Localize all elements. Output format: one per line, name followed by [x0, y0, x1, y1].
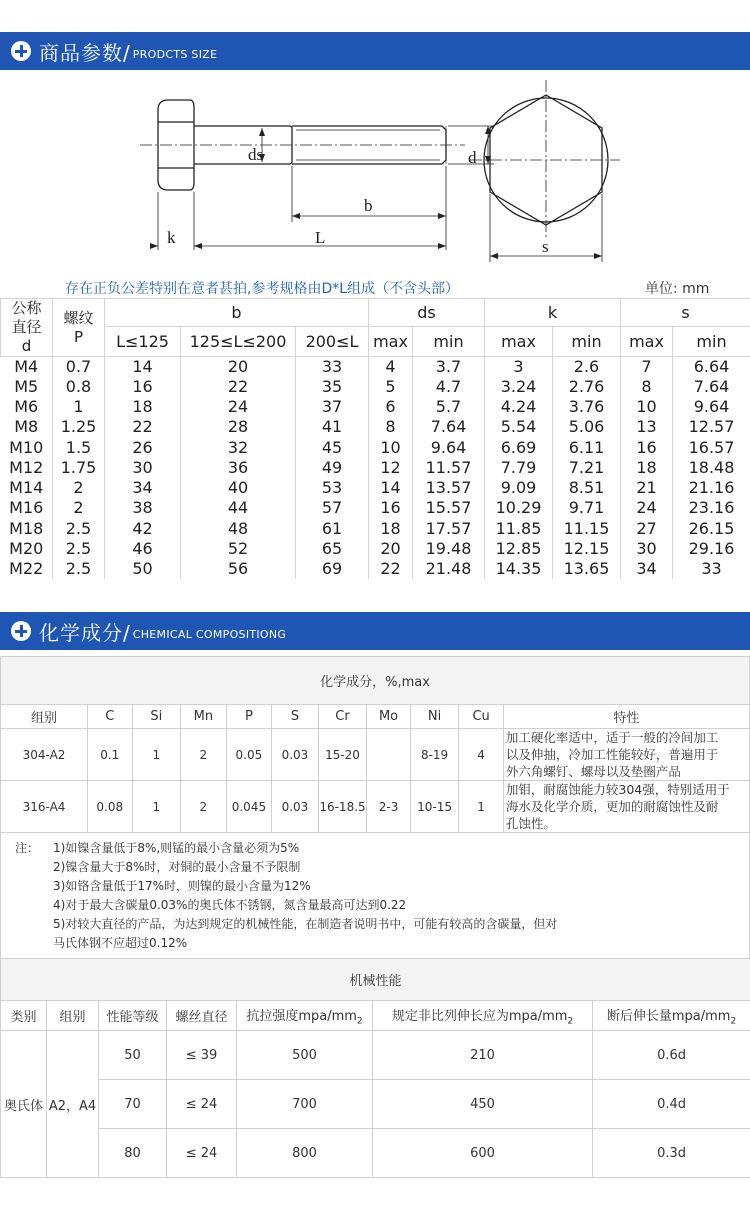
- note-line: 5)对较大直径的产品，为达到规定的机械性能，在制造者说明书中，可能有较高的含碳量，但对: [53, 917, 558, 931]
- chemical-composition-table: [0, 656, 750, 960]
- table-row: [1, 458, 750, 478]
- table-cell: 48: [181, 519, 296, 539]
- table-cell: 22: [181, 377, 296, 397]
- table-cell: 18: [369, 519, 413, 539]
- table-cell: 49: [296, 458, 369, 478]
- table-row: [1, 377, 750, 397]
- mech-header-text: 抗拉强度mpa/mm: [246, 1008, 357, 1024]
- header-k-max: max: [485, 327, 553, 357]
- mech-header-cell: [593, 1001, 750, 1031]
- header-s-max: max: [621, 327, 673, 357]
- header-k: k: [485, 299, 621, 327]
- chem-cell-grade: 304-A2: [1, 729, 88, 781]
- note-line: 1)如镍含量低于8%,则锰的最小含量必须为5%: [53, 841, 300, 855]
- mech-cell: ≤ 24: [167, 1080, 237, 1129]
- chem-cell-c: 0.1: [88, 729, 133, 781]
- header-b-l200: 200≤L: [296, 327, 369, 357]
- table-cell: 65: [296, 539, 369, 559]
- table-cell: 3: [485, 357, 553, 377]
- table-cell: 6.64: [673, 357, 750, 377]
- label-L: L: [315, 228, 326, 247]
- mech-cell: 0.4d: [593, 1080, 750, 1129]
- table-cell: 6: [369, 397, 413, 417]
- mech-cell: 0.3d: [593, 1129, 750, 1178]
- mech-header-text: 性能等级: [106, 1010, 159, 1025]
- table-cell: 56: [181, 559, 296, 579]
- table-cell: 53: [296, 478, 369, 498]
- mech-header-cell: [99, 1001, 167, 1031]
- table-cell: 46: [105, 539, 181, 559]
- mech-header-cell: [373, 1001, 593, 1031]
- table-cell: 12.57: [673, 417, 750, 437]
- mech-category: 奥氏体: [1, 1031, 47, 1178]
- chem-header-cell: Cr: [318, 705, 367, 729]
- table-cell: 15.57: [413, 498, 485, 518]
- label-b: b: [364, 196, 373, 215]
- mech-table-title: 机械性能: [1, 959, 750, 1001]
- feature-line: 加工硬化率适中，适于一般的冷间加工: [505, 730, 719, 745]
- mech-cell: 70: [99, 1080, 167, 1129]
- chem-header-cell: S: [272, 705, 319, 729]
- table-cell: 40: [181, 478, 296, 498]
- table-row: [1, 438, 750, 458]
- chem-cell-s: 0.03: [272, 729, 319, 781]
- mech-cell: 0.6d: [593, 1031, 750, 1080]
- table-cell: 27: [621, 519, 673, 539]
- label-s: s: [542, 237, 549, 256]
- table-row: [1, 417, 750, 437]
- mech-header-text: 组别: [59, 1010, 86, 1025]
- table-cell: 14: [369, 478, 413, 498]
- table-cell: 34: [621, 559, 673, 579]
- mech-cell: ≤ 24: [167, 1129, 237, 1178]
- mech-header-text: 规定非比列伸长应为mpa/mm: [391, 1008, 568, 1024]
- table-cell: 12.15: [553, 539, 621, 559]
- table-cell: 13: [621, 417, 673, 437]
- header-thread-pitch: 螺纹 P: [53, 299, 105, 357]
- table-cell: 61: [296, 519, 369, 539]
- chem-table-title: 化学成分，%,max: [1, 657, 750, 705]
- table-cell: 6.69: [485, 438, 553, 458]
- table-cell: 26.15: [673, 519, 750, 539]
- table-cell: 32: [181, 438, 296, 458]
- table-cell: 14: [105, 357, 181, 377]
- table-cell: 9.64: [673, 397, 750, 417]
- table-cell: 38: [105, 498, 181, 518]
- chem-header-cell: P: [226, 705, 272, 729]
- table-cell: M5: [1, 377, 53, 397]
- table-row: [1, 1031, 750, 1080]
- table-cell: 4.7: [413, 377, 485, 397]
- table-row: [1, 397, 750, 417]
- table-cell: 34: [105, 478, 181, 498]
- table-cell: 2.5: [53, 559, 105, 579]
- table-cell: 35: [296, 377, 369, 397]
- header-s: s: [621, 299, 750, 327]
- table-cell: 22: [105, 417, 181, 437]
- feature-line: 外六角螺钉、螺母以及垫圈产品: [505, 764, 681, 779]
- table-cell: 16: [369, 498, 413, 518]
- header-nominal-diameter: 公称 直径 d: [1, 299, 53, 357]
- spec-note: [0, 278, 750, 298]
- table-cell: M6: [1, 397, 53, 417]
- table-cell: 20: [369, 539, 413, 559]
- feature-line: 以及伸抽，冷加工性能较好，普遍用于: [505, 747, 719, 762]
- chem-cell-cu: 4: [459, 729, 504, 781]
- plus-circle-icon: [11, 41, 31, 61]
- table-cell: 29.16: [673, 539, 750, 559]
- table-cell: M20: [1, 539, 53, 559]
- header-b-l125: L≤125: [105, 327, 181, 357]
- chem-cell-feature: [503, 781, 749, 833]
- table-cell: 42: [105, 519, 181, 539]
- mech-cell: 80: [99, 1129, 167, 1178]
- mech-header-cell: [47, 1001, 99, 1031]
- table-cell: M4: [1, 357, 53, 377]
- table-cell: 8: [369, 417, 413, 437]
- table-cell: 10: [621, 397, 673, 417]
- table-cell: 1.5: [53, 438, 105, 458]
- table-cell: 1.75: [53, 458, 105, 478]
- feature-line: 孔蚀性。: [505, 816, 556, 831]
- chem-cell-ni: 10-15: [410, 781, 459, 833]
- table-cell: 11.15: [553, 519, 621, 539]
- chem-notes: [1, 833, 750, 960]
- chem-cell-mo: [367, 729, 411, 781]
- chem-cell-c: 0.08: [88, 781, 133, 833]
- table-cell: 37: [296, 397, 369, 417]
- unit-label: 单位: mm: [645, 281, 710, 297]
- chem-cell-mn: 2: [181, 781, 227, 833]
- note-line: 马氏体钢不应超过0.12%: [53, 936, 188, 950]
- table-cell: 18: [105, 397, 181, 417]
- table-cell: 3.76: [553, 397, 621, 417]
- chem-cell-si: 1: [132, 781, 181, 833]
- section-banner-size: [0, 32, 750, 70]
- note-line: 4)对于最大含碳量0.03%的奥氏体不锈钢，氮含量最高可达到0.22: [53, 898, 407, 912]
- header-k-min: min: [553, 327, 621, 357]
- table-cell: 1: [53, 397, 105, 417]
- table-cell: 10: [369, 438, 413, 458]
- header-ds-max: max: [369, 327, 413, 357]
- table-cell: 26: [105, 438, 181, 458]
- table-cell: 21.16: [673, 478, 750, 498]
- table-cell: 0.7: [53, 357, 105, 377]
- chem-cell-cr: 15-20: [318, 729, 367, 781]
- table-cell: 2: [53, 478, 105, 498]
- chem-cell-grade: 316-A4: [1, 781, 88, 833]
- chem-cell-feature: [503, 729, 749, 781]
- chem-header-cell: 特性: [503, 705, 749, 729]
- table-cell: 36: [181, 458, 296, 478]
- label-d: d: [468, 148, 477, 167]
- table-cell: 7: [621, 357, 673, 377]
- table-cell: 16.57: [673, 438, 750, 458]
- mechanical-properties-table: [0, 958, 750, 1178]
- table-cell: 52: [181, 539, 296, 559]
- chem-header-cell: Ni: [410, 705, 459, 729]
- table-cell: 10.29: [485, 498, 553, 518]
- table-row: [1, 498, 750, 518]
- table-row: [1, 781, 750, 833]
- table-cell: 21.48: [413, 559, 485, 579]
- notes-label: 注：: [15, 841, 40, 855]
- table-cell: 7.79: [485, 458, 553, 478]
- mech-cell: 500: [237, 1031, 373, 1080]
- table-cell: 13.57: [413, 478, 485, 498]
- table-cell: 12: [369, 458, 413, 478]
- chem-cell-cr: 16-18.5: [318, 781, 367, 833]
- header-b: b: [105, 299, 369, 327]
- table-cell: 24: [181, 397, 296, 417]
- table-cell: 11.85: [485, 519, 553, 539]
- section-title-cn: 商品参数/: [39, 40, 131, 65]
- header-ds: ds: [369, 299, 485, 327]
- table-cell: 3.24: [485, 377, 553, 397]
- table-cell: 24: [621, 498, 673, 518]
- mech-group: A2，A4: [47, 1031, 99, 1178]
- chem-cell-cu: 1: [459, 781, 504, 833]
- table-cell: 21: [621, 478, 673, 498]
- table-cell: 2.5: [53, 519, 105, 539]
- table-row: [1, 1080, 750, 1129]
- mech-cell: 210: [373, 1031, 593, 1080]
- mech-cell: 700: [237, 1080, 373, 1129]
- unit-subscript: 2: [356, 1016, 363, 1027]
- table-cell: 45: [296, 438, 369, 458]
- table-cell: M12: [1, 458, 53, 478]
- table-cell: M18: [1, 519, 53, 539]
- chem-header-cell: C: [88, 705, 133, 729]
- table-cell: 30: [621, 539, 673, 559]
- table-cell: 7.64: [673, 377, 750, 397]
- table-cell: M10: [1, 438, 53, 458]
- table-cell: 2: [53, 498, 105, 518]
- chem-cell-p: 0.05: [226, 729, 272, 781]
- label-k: k: [167, 228, 176, 247]
- section-title-cn: 化学成分/: [39, 620, 131, 645]
- mech-cell: 450: [373, 1080, 593, 1129]
- table-row: [1, 478, 750, 498]
- chem-header-cell: 组别: [1, 705, 88, 729]
- mech-header-text: 断后伸长量mpa/mm: [606, 1008, 731, 1024]
- table-cell: 8: [621, 377, 673, 397]
- table-cell: 23.16: [673, 498, 750, 518]
- table-cell: 6.11: [553, 438, 621, 458]
- table-cell: 41: [296, 417, 369, 437]
- section-title-en: PRODCTS SIZE: [132, 47, 218, 61]
- table-cell: 9.09: [485, 478, 553, 498]
- section-banner-chemical: [0, 612, 750, 650]
- header-b-l125-200: 125≤L≤200: [181, 327, 296, 357]
- table-cell: 13.65: [553, 559, 621, 579]
- mech-cell: 600: [373, 1129, 593, 1178]
- chem-cell-p: 0.045: [226, 781, 272, 833]
- table-cell: 12.85: [485, 539, 553, 559]
- table-cell: 1.25: [53, 417, 105, 437]
- plus-circle-icon: [11, 621, 31, 641]
- table-cell: 7.21: [553, 458, 621, 478]
- tolerance-tip: 存在正负公差特别在意者甚拍,参考规格由D*L组成（不含头部）: [65, 281, 460, 297]
- chem-cell-mn: 2: [181, 729, 227, 781]
- mech-header-cell: [1, 1001, 47, 1031]
- chem-cell-ni: 8-19: [410, 729, 459, 781]
- table-cell: 2.6: [553, 357, 621, 377]
- table-cell: 20: [181, 357, 296, 377]
- table-cell: 18.48: [673, 458, 750, 478]
- size-spec-table: [0, 298, 750, 579]
- table-cell: 14.35: [485, 559, 553, 579]
- table-cell: 8.51: [553, 478, 621, 498]
- table-cell: 19.48: [413, 539, 485, 559]
- header-ds-min: min: [413, 327, 485, 357]
- chem-cell-s: 0.03: [272, 781, 319, 833]
- table-cell: 50: [105, 559, 181, 579]
- mech-cell: 50: [99, 1031, 167, 1080]
- table-cell: M16: [1, 498, 53, 518]
- mech-cell: ≤ 39: [167, 1031, 237, 1080]
- table-row: [1, 729, 750, 781]
- table-cell: 33: [296, 357, 369, 377]
- mech-cell: 800: [237, 1129, 373, 1178]
- chem-header-cell: Cu: [459, 705, 504, 729]
- table-cell: 2.5: [53, 539, 105, 559]
- unit-subscript: 2: [567, 1016, 574, 1027]
- table-cell: 11.57: [413, 458, 485, 478]
- note-line: 2)镍含量大于8%时，对铜的最小含量不予限制: [53, 860, 301, 874]
- table-cell: 57: [296, 498, 369, 518]
- table-cell: 28: [181, 417, 296, 437]
- table-cell: 2.76: [553, 377, 621, 397]
- label-ds: ds: [248, 145, 264, 164]
- table-cell: 69: [296, 559, 369, 579]
- table-cell: 44: [181, 498, 296, 518]
- table-row: [1, 539, 750, 559]
- bolt-dimension-drawing: [0, 78, 750, 278]
- chem-header-cell: Si: [132, 705, 181, 729]
- header-s-min: min: [673, 327, 750, 357]
- chem-header-cell: Mo: [367, 705, 411, 729]
- table-row: [1, 559, 750, 579]
- unit-subscript: 2: [730, 1016, 737, 1027]
- table-cell: 5.7: [413, 397, 485, 417]
- chem-cell-mo: 2-3: [367, 781, 411, 833]
- note-line: 3)如铬含量低于17%时，则镍的最小含量为12%: [53, 879, 311, 893]
- table-cell: 33: [673, 559, 750, 579]
- table-cell: 16: [621, 438, 673, 458]
- table-cell: 17.57: [413, 519, 485, 539]
- mech-header-cell: [237, 1001, 373, 1031]
- chem-header-cell: Mn: [181, 705, 227, 729]
- table-cell: 0.8: [53, 377, 105, 397]
- feature-line: 加钼，耐腐蚀能力较304强，特别适用于: [505, 782, 730, 797]
- table-cell: 30: [105, 458, 181, 478]
- table-row: [1, 519, 750, 539]
- table-cell: 9.64: [413, 438, 485, 458]
- chem-cell-si: 1: [132, 729, 181, 781]
- table-row: [1, 357, 750, 377]
- mech-header-text: 螺丝直径: [175, 1010, 228, 1025]
- table-cell: M14: [1, 478, 53, 498]
- feature-line: 海水及化学介质，更加的耐腐蚀性及耐: [505, 799, 719, 814]
- table-row: [1, 1129, 750, 1178]
- table-cell: 16: [105, 377, 181, 397]
- table-cell: 4: [369, 357, 413, 377]
- table-cell: 9.71: [553, 498, 621, 518]
- table-cell: 18: [621, 458, 673, 478]
- table-cell: 7.64: [413, 417, 485, 437]
- table-cell: 22: [369, 559, 413, 579]
- table-cell: 5: [369, 377, 413, 397]
- table-cell: M8: [1, 417, 53, 437]
- table-cell: M22: [1, 559, 53, 579]
- table-cell: 3.7: [413, 357, 485, 377]
- mech-header-cell: [167, 1001, 237, 1031]
- mech-header-text: 类别: [10, 1010, 37, 1025]
- table-cell: 5.06: [553, 417, 621, 437]
- table-cell: 5.54: [485, 417, 553, 437]
- table-cell: 4.24: [485, 397, 553, 417]
- section-title-en: CHEMICAL COMPOSITIONG: [132, 627, 287, 641]
